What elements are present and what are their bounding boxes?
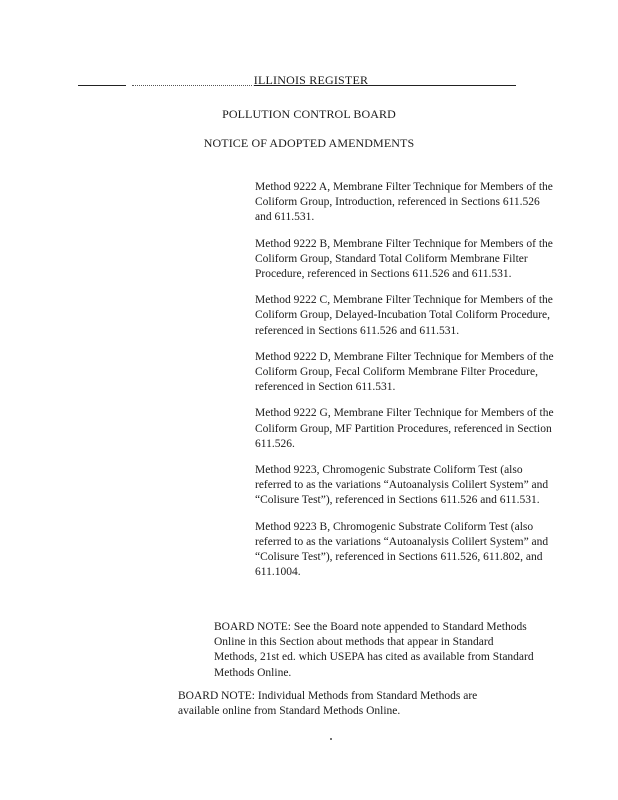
header-rule-right (368, 85, 516, 86)
method-entry: Method 9222 G, Membrane Filter Technique for Members of the Coliform Group, MF Partition Procedures, referenced in Section 611.526. (255, 407, 554, 450)
method-entry: Method 9222 C, Membrane Filter Technique for Members of the Coliform Group, Delayed-Incubation Total Coliform Procedure, referenced in Sections 611.526 and 611.531. (255, 294, 553, 337)
method-entry: Method 9222 B, Membrane Filter Technique for Members of the Coliform Group, Standard Total Coliform Membrane Filter Procedure, referenced in Sections 611.526 and 611.531. (255, 237, 553, 281)
method-entry: Method 9223, Chromogenic Substrate Coliform Test (also referred to as the variations “Autoanalysis Colilert System” and “Colisure Test”), referenced in Sections 611.526 and 611.531. (255, 464, 549, 507)
register-title: ILLINOIS REGISTER (253, 73, 369, 87)
method-entry: Method 9222 A, Membrane Filter Technique for Members of the Coliform Group, Introduction, referenced in Sections 611.526 and 611.531. (255, 181, 553, 224)
board-name: POLLUTION CONTROL BOARD (222, 107, 396, 121)
board-note-standard-methods: BOARD NOTE: See the Board note appended to Standard Methods Online in this Section about methods that appear in Standard Methods, 21st ed. which USEPA has cited as available from Standard Methods Online. (214, 621, 534, 679)
scan-speck (330, 738, 332, 740)
method-entry: Method 9222 D, Membrane Filter Technique for Members of the Coliform Group, Fecal Coliform Membrane Filter Procedure, referenced in Section 611.531. (255, 350, 554, 394)
method-list (255, 180, 555, 591)
board-note-individual-methods: BOARD NOTE: Individual Methods from Standard Methods are available online from Standard Methods Online. (178, 690, 478, 718)
header-rule-left (78, 85, 126, 86)
method-entry: Method 9223 B, Chromogenic Substrate Coliform Test (also referred to as the variations “Autoanalysis Colilert System” and “Colisure Test”), referenced in Sections 611.526, 611.802, and 611.1004. (255, 520, 549, 579)
notice-title: NOTICE OF ADOPTED AMENDMENTS (203, 136, 415, 150)
header-rule-dotted (132, 85, 252, 86)
